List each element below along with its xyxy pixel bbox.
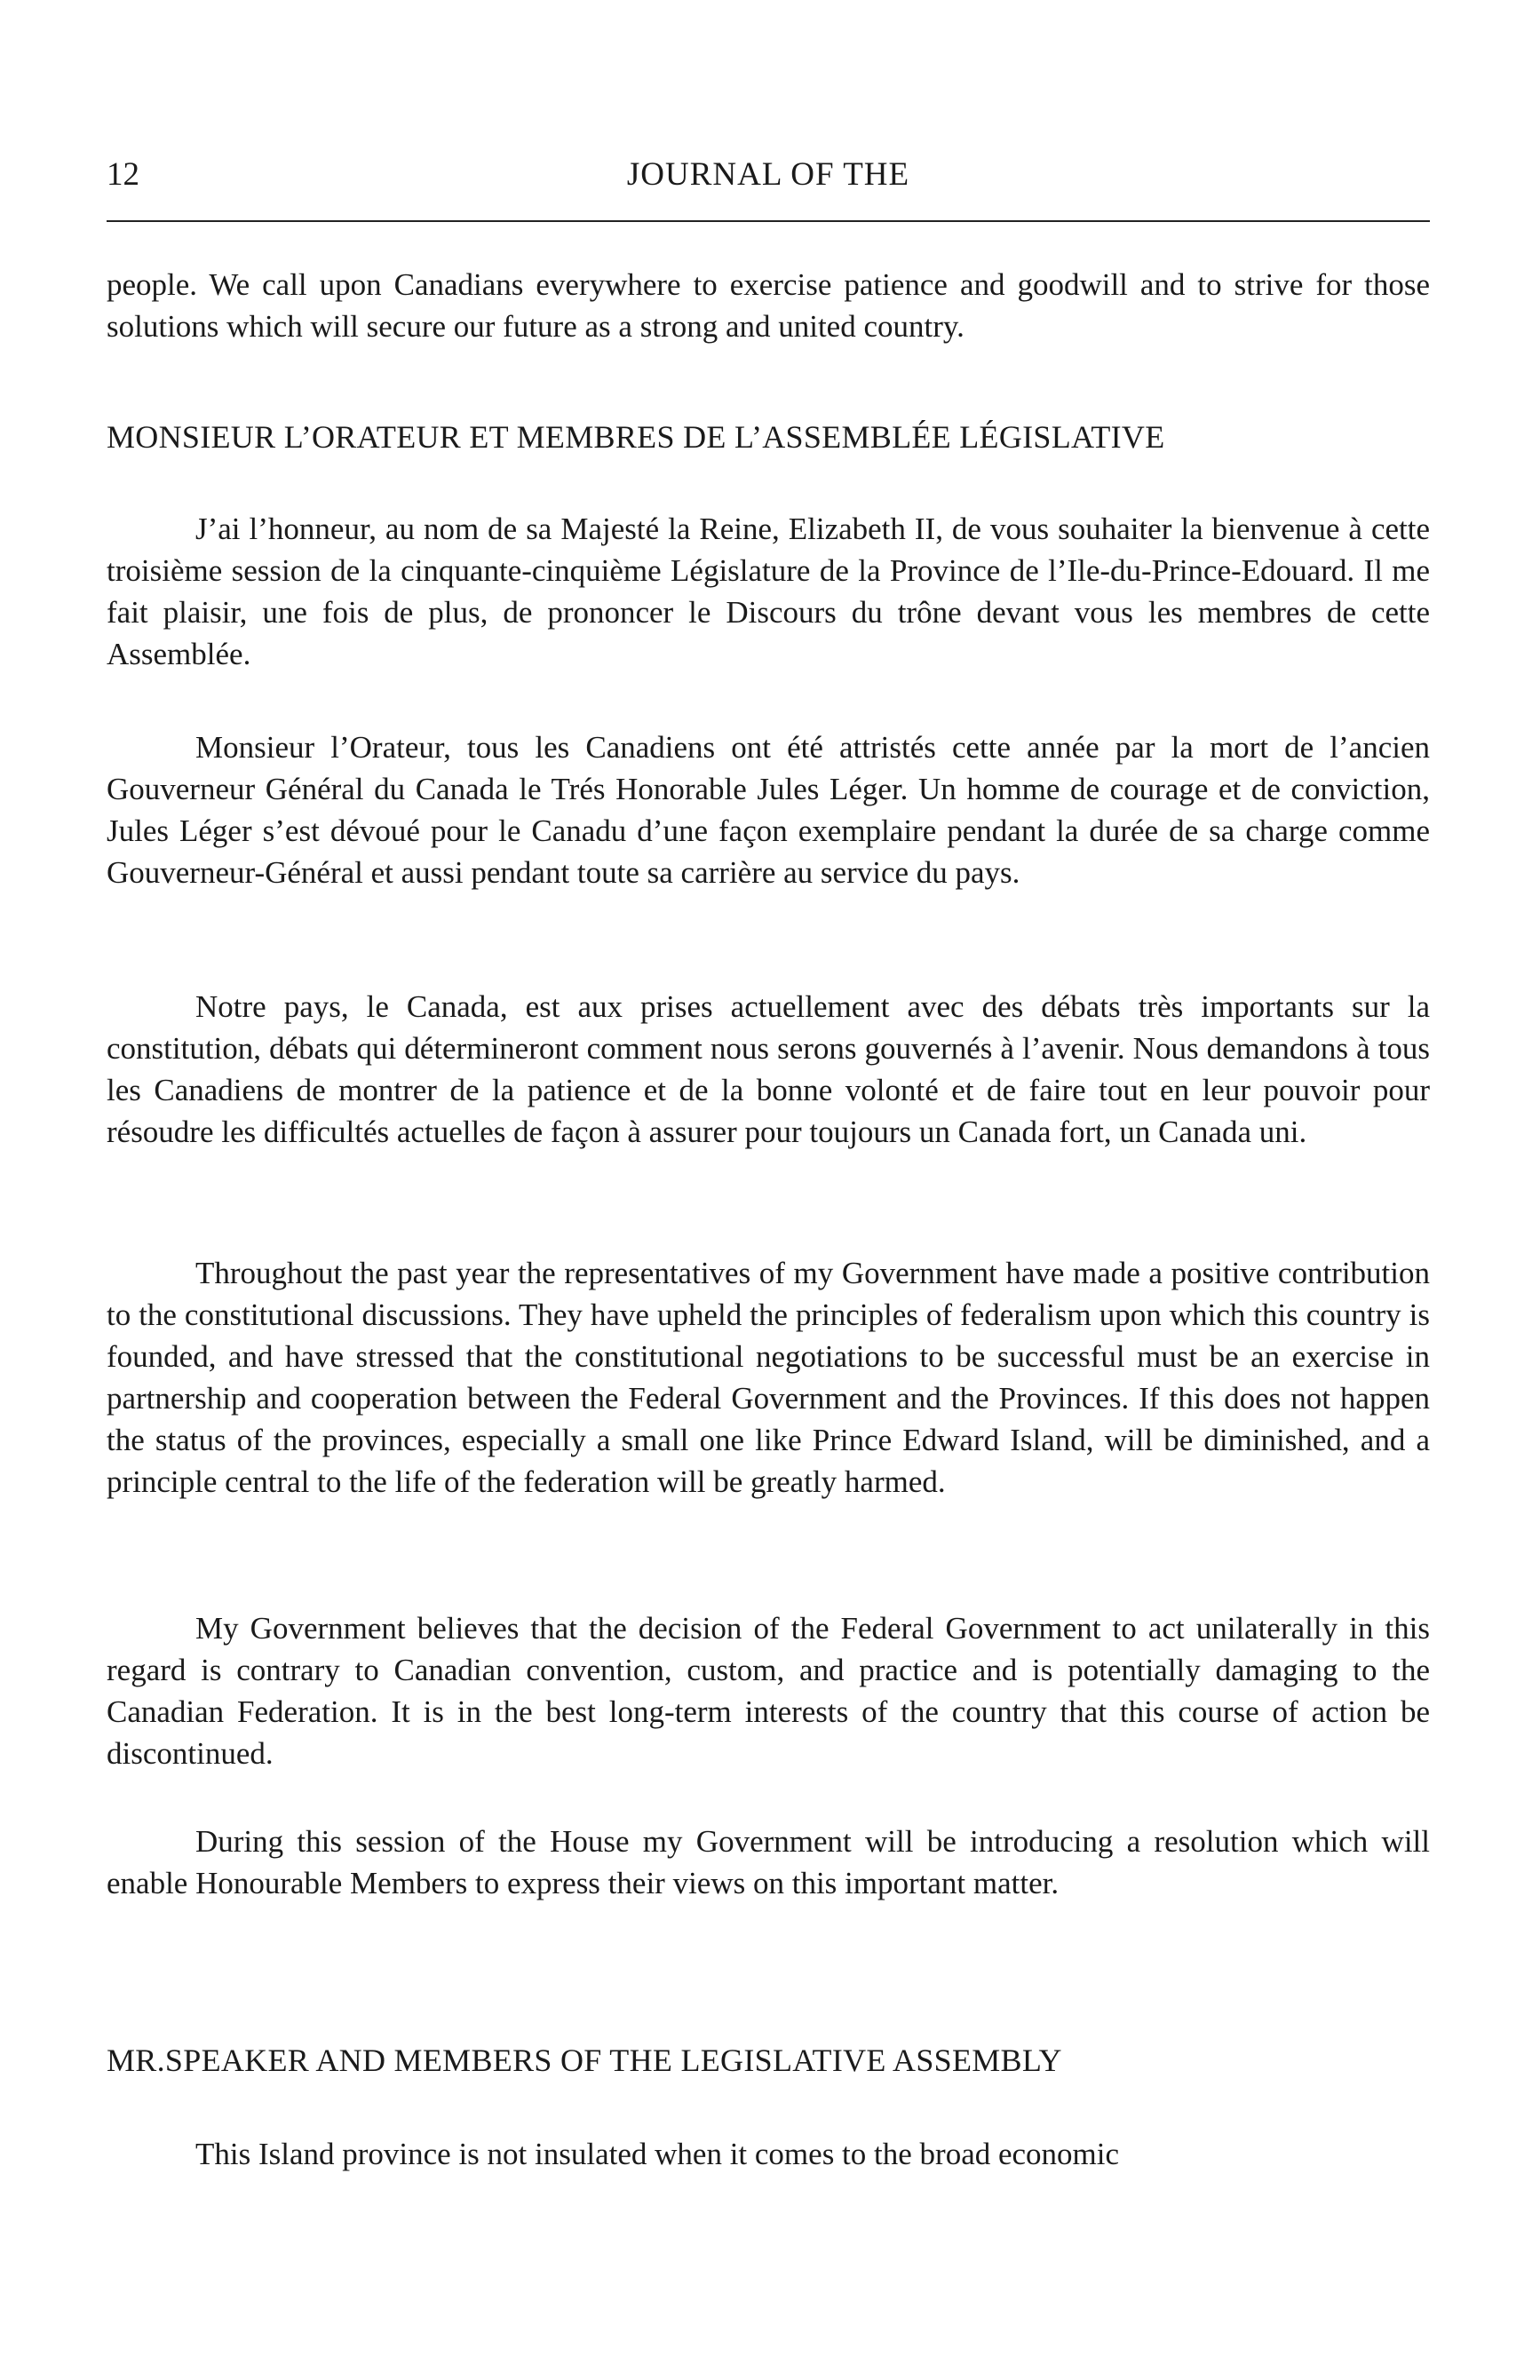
section-heading-french: MONSIEUR L’ORATEUR ET MEMBRES DE L’ASSEMBLÉE LÉGISLATIVE bbox=[107, 419, 1165, 455]
page-number: 12 bbox=[107, 156, 139, 193]
paragraph-french-welcome: J’ai l’honneur, au nom de sa Majesté la Reine, Elizabeth II, de vous souhaiter la bienvenue à cette troisième session de la cinquante-cinquième Législature de la Province de l’Ile-du-Prince-Edouard. Il me fait plaisir, une fois de plus, de prononcer le Discours du trône devant vous les membres de cette Assemblée. bbox=[107, 512, 1430, 671]
header-rule bbox=[107, 220, 1430, 222]
paragraph-unilateral-action: My Government believes that the decision of the Federal Government to act unilaterally in this regard is contrary to Canadian convention, custom, and practice and is potentially damaging to the Canadian Federation. It is in the best long-term interests of the country that this course of action be discontinued. bbox=[107, 1611, 1430, 1771]
running-head bbox=[107, 153, 1430, 197]
journal-title: JOURNAL OF THE bbox=[626, 156, 910, 193]
paragraph-economic: This Island province is not insulated when it comes to the broad economic bbox=[195, 2137, 1120, 2171]
paragraph-french-leger: Monsieur l’Orateur, tous les Canadiens ont été attristés cette année par la mort de l’ancien Gouverneur Général du Canada le Trés Honorable Jules Léger. Un homme de courage et de conviction, Jules Léger s’est dévoué pour le Canadu d’une façon exemplaire pendant la durée de sa charge comme Gouverneur-Général et aussi pendant toute sa carrière au service du pays. bbox=[107, 730, 1430, 890]
paragraph-constitutional-discussions: Throughout the past year the representatives of my Government have made a positive contribution to the constitutional discussions. They have upheld the principles of federalism upon which this country is founded, and have stressed that the constitutional negotiations to be successful must be an exercise in partnership and cooperation between the Federal Government and the Provinces. If this does not happen the status of the provinces, especially a small one like Prince Edward Island, will be diminished, and a principle central to the life of the federation will be greatly harmed. bbox=[107, 1256, 1430, 1499]
paragraph-continuation: people. We call upon Canadians everywhere to exercise patience and goodwill and to strive for those solutions which will secure our future as a strong and united country. bbox=[107, 267, 1430, 344]
section-heading-english: MR.SPEAKER AND MEMBERS OF THE LEGISLATIVE ASSEMBLY bbox=[107, 2043, 1062, 2078]
paragraph-french-constitution: Notre pays, le Canada, est aux prises actuellement avec des débats très importants sur la constitution, débats qui détermineront comment nous serons gouvernés à l’avenir. Nous demandons à tous les Canadiens de montrer de la patience et de la bonne volonté et de faire tout en leur pouvoir pour résoudre les difficultés actuelles de façon à assurer pour toujours un Canada fort, un Canada uni. bbox=[107, 989, 1430, 1149]
paragraph-resolution: During this session of the House my Government will be introducing a resolution which will enable Honourable Members to express their views on this important matter. bbox=[107, 1824, 1430, 1900]
